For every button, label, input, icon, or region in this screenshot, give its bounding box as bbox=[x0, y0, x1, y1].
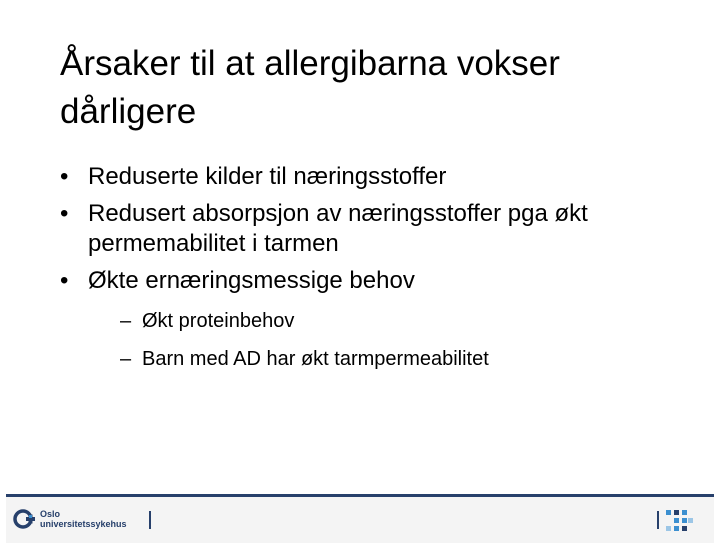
bullet-text: Redusert absorpsjon av næringsstoffer pga økt permemabilitet i tarmen bbox=[88, 200, 588, 257]
title-line-1: Årsaker til at allergibarna vokser bbox=[60, 44, 560, 83]
bullet-item bbox=[60, 266, 680, 296]
sub-bullet-marker: – bbox=[120, 348, 132, 370]
footer-bar bbox=[6, 494, 714, 543]
sub-bullet-marker: – bbox=[120, 310, 132, 332]
hospital-name bbox=[40, 509, 127, 529]
footer-divider-right bbox=[657, 511, 659, 529]
bullet-item bbox=[60, 162, 680, 192]
sub-bullet-item bbox=[60, 308, 680, 334]
bullet-list bbox=[60, 162, 680, 384]
ous-logo-icon bbox=[12, 507, 36, 531]
footer-divider-left bbox=[149, 511, 151, 529]
sub-bullet-item bbox=[60, 346, 680, 372]
sub-bullet-text: Økt proteinbehov bbox=[142, 310, 295, 332]
bullet-item bbox=[60, 199, 680, 259]
bullet-text: Økte ernæringsmessige behov bbox=[88, 267, 415, 294]
slide-title bbox=[60, 40, 680, 136]
bullet-marker: • bbox=[60, 267, 69, 294]
bullet-marker: • bbox=[60, 163, 69, 190]
dot-grid-icon bbox=[664, 507, 694, 535]
bullet-text: Reduserte kilder til næringsstoffer bbox=[88, 163, 447, 190]
sub-bullet-text: Barn med AD har økt tarmpermeabilitet bbox=[142, 348, 489, 370]
title-line-2: dårligere bbox=[60, 92, 197, 131]
logo-line-1: Oslo bbox=[40, 509, 61, 519]
logo-line-2: universitetssykehus bbox=[40, 519, 127, 529]
bullet-marker: • bbox=[60, 200, 69, 227]
